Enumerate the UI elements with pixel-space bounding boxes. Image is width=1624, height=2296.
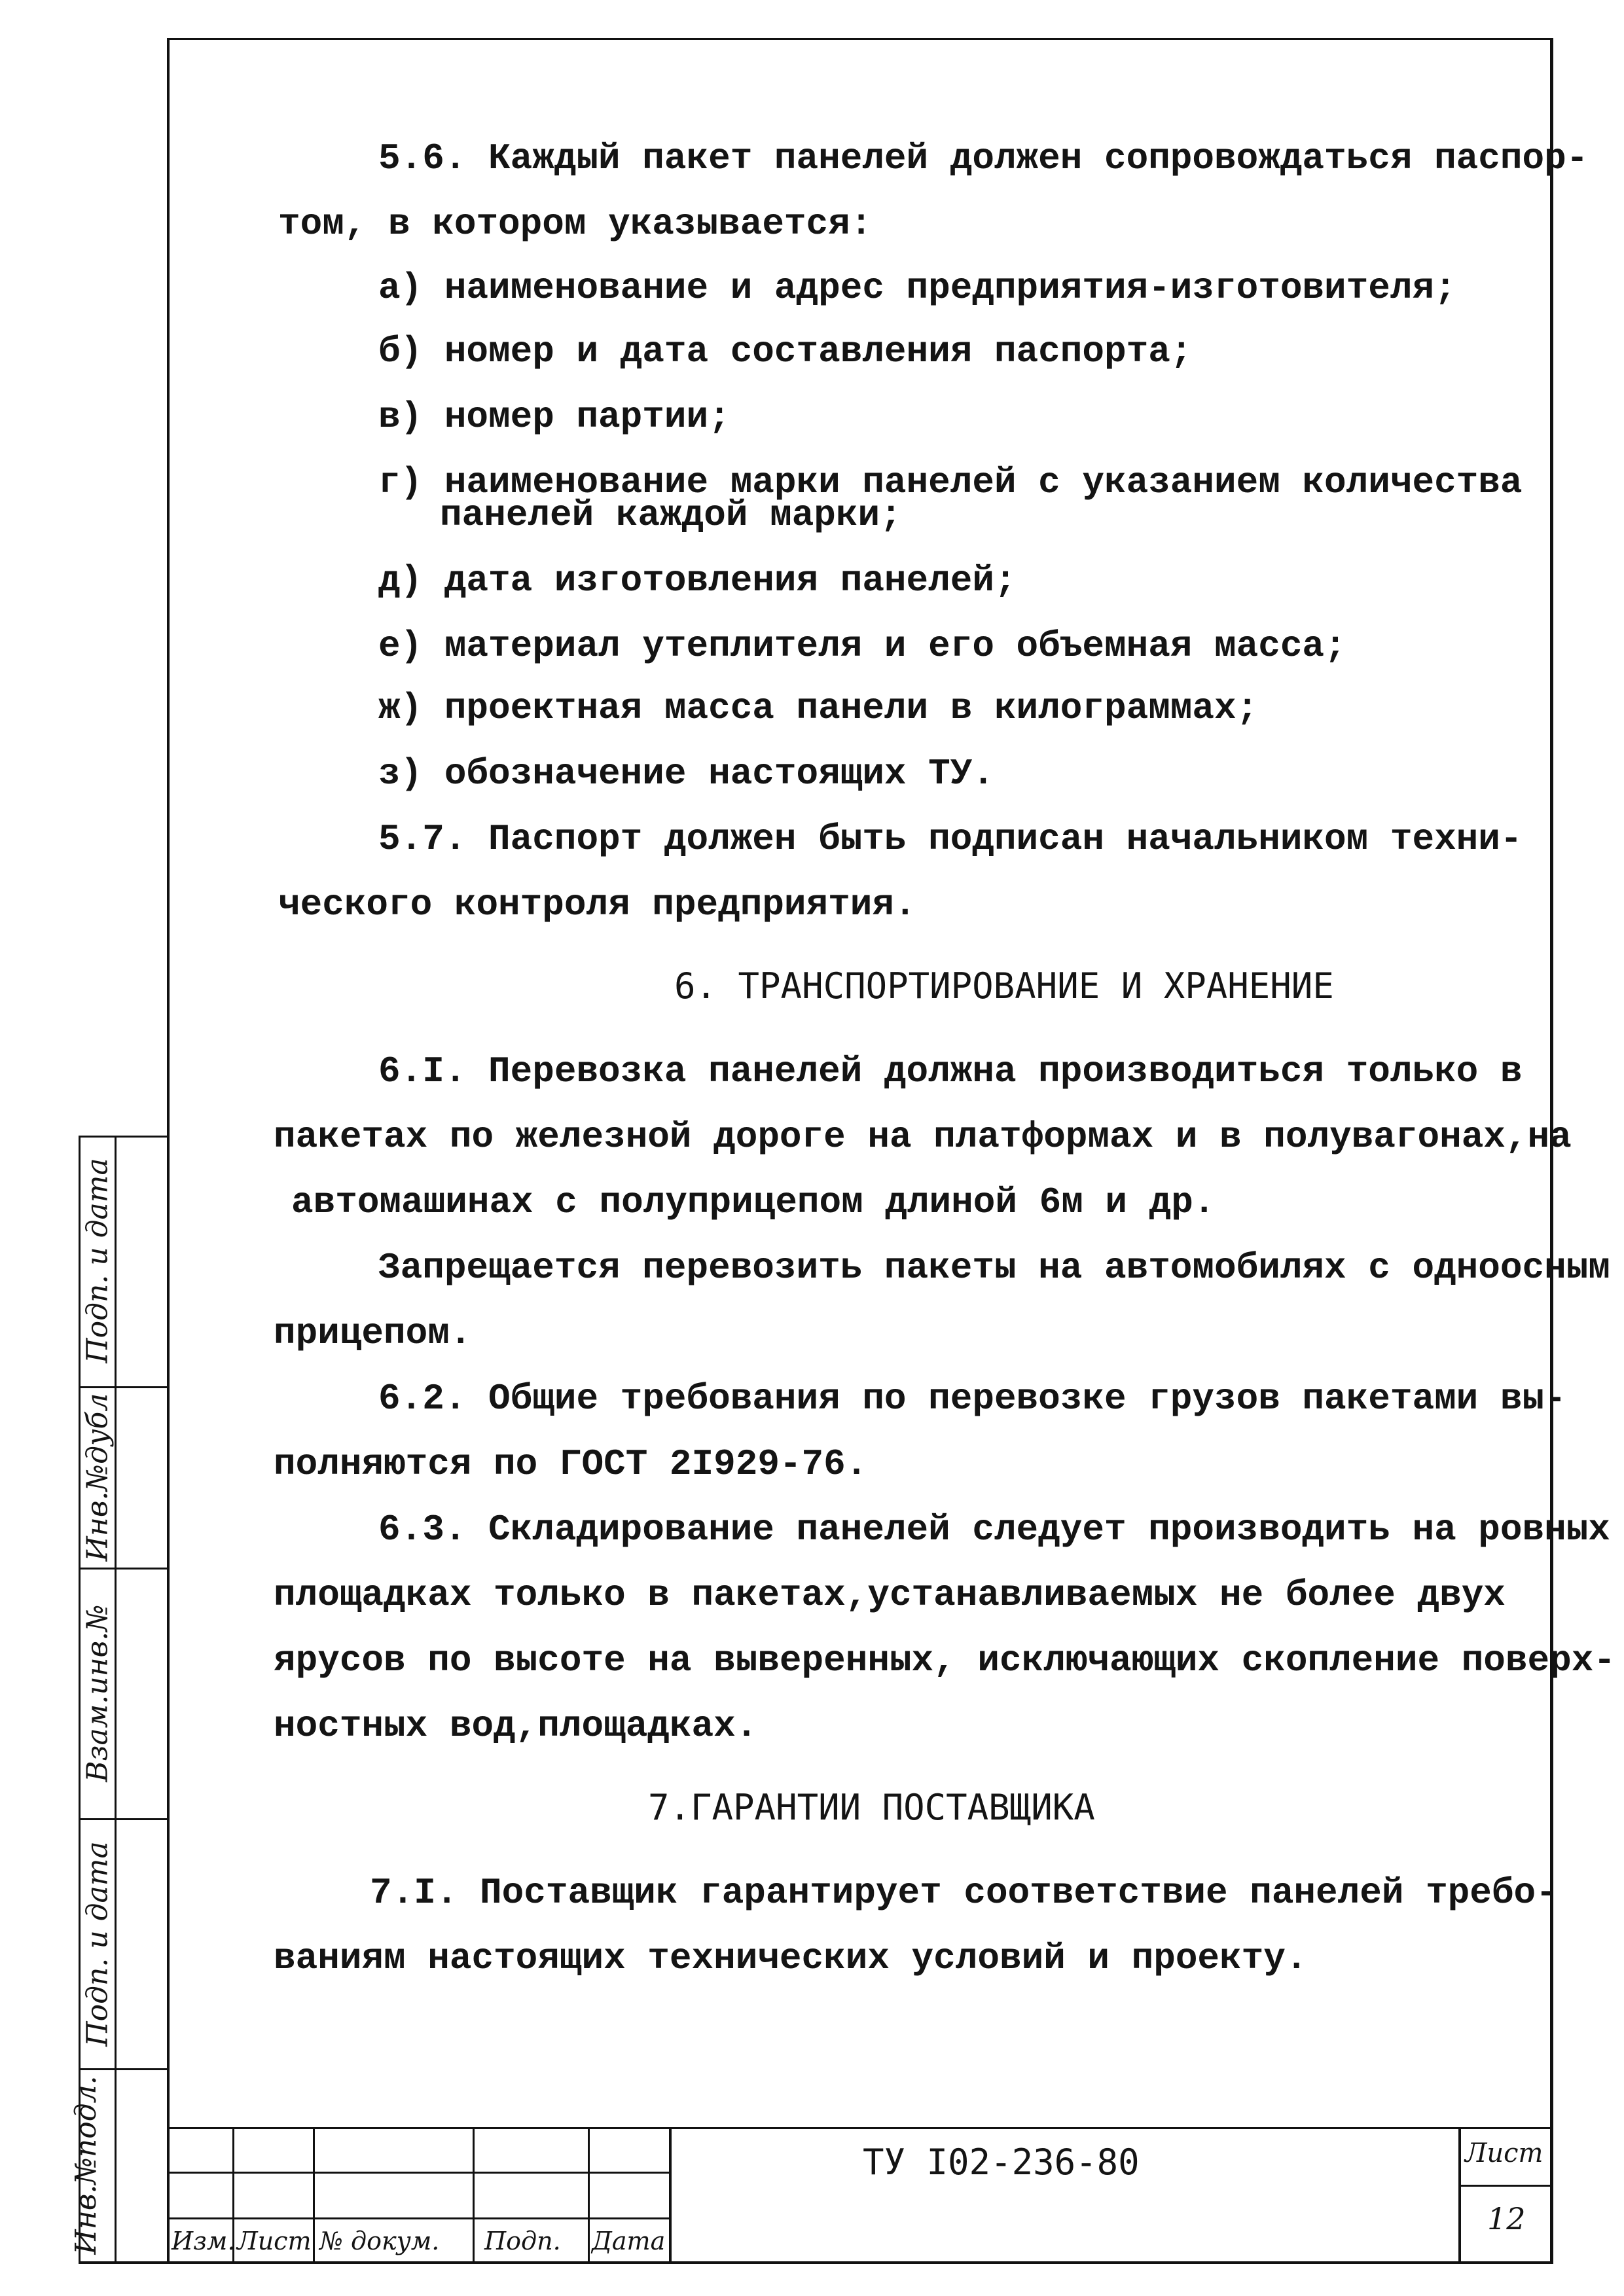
list-item: панелей каждой марки; [440,494,902,536]
title-block-col-doc: № докум. [319,2227,440,2255]
list-item: ж) проектная масса панели в килограммах; [378,687,1259,729]
clause-6-1-text: пакетах по железной дороге на платформах и в полувагонах,на [274,1116,1572,1158]
side-field-vzam-inv: Взам.инв.№ [81,1604,115,1782]
list-item: а) наименование и адрес предприятия-изготовителя; [378,267,1456,309]
clause-6-2-text: 6.2. Общие требования по перевозке грузов пакетами вы- [378,1378,1566,1420]
clause-6-3-text: площадках только в пакетах,устанавливаемых не более двух [274,1574,1506,1616]
list-item: б) номер и дата составления паспорта; [378,331,1193,372]
clause-6-1-text: автомашинах с полуприцепом длиной 6м и др. [291,1181,1216,1223]
list-item: г) наименование марки панелей с указанием количества [378,461,1523,503]
title-block-col-list: Лист [237,2227,312,2255]
title-block-row-line [167,2217,671,2219]
title-block-row-line [167,2172,671,2174]
frame-left-line [167,38,170,2263]
section-heading-6: 6. ТРАНСПОРТИРОВАНИЕ И ХРАНЕНИЕ [674,965,1334,1007]
list-item: з) обозначение настоящих ТУ. [378,753,994,795]
clause-7-1-text: ваниям настоящих технических условий и проекту. [274,1937,1308,1979]
clause-6-1-text: 6.I. Перевозка панелей должна производиться только в [378,1050,1523,1092]
list-item: е) материал утеплителя и его объемная масса; [378,625,1346,667]
title-block-col-podp: Подп. [484,2227,561,2255]
sheet-cell-row-line [1458,2185,1553,2187]
sheet-number: 12 [1487,2201,1526,2236]
clause-6-1-text: Запрещается перевозить пакеты на автомобилях с одноосным [378,1247,1610,1289]
title-block-col-line [669,2127,672,2263]
clause-6-2-text: полняются по ГОСТ 2I929-76. [274,1443,868,1485]
side-field-inv-podl: Инв.№подл. [69,2075,103,2255]
title-block-col-line [313,2127,315,2263]
clause-6-3-text: ностных вод,площадках. [274,1705,758,1747]
title-block-col-line [588,2127,590,2263]
sheet-cell-left-line [1458,2127,1461,2263]
sheet-label: Лист [1465,2138,1543,2168]
clause-6-1-text: прицепом. [274,1312,472,1354]
side-field-inv-dubl: Инв.№дубл [81,1393,115,1562]
clause-6-3-text: ярусов по высоте на выверенных, исключающих скопление поверх- [274,1640,1615,1681]
frame-top-line [167,38,1553,40]
clause-7-1-text: 7.I. Поставщик гарантирует соответствие панелей требо- [370,1872,1558,1914]
title-block-col-line [473,2127,475,2263]
clause-5-7-text: 5.7. Паспорт должен быть подписан начальником техни- [378,818,1523,860]
side-field-podp-i-data: Подп. и дата [81,1841,115,2047]
clause-6-3-text: 6.3. Складирование панелей следует производить на ровных [378,1509,1610,1551]
list-item: в) номер партии; [378,396,731,438]
title-block-top-line [167,2127,1553,2129]
side-field-podp-i-data: Подп. и дата [81,1158,115,1363]
title-block-col-izm: Изм. [171,2227,236,2255]
section-heading-7: 7.ГАРАНТИИ ПОСТАВЩИКА [648,1787,1095,1828]
list-item: д) дата изготовления панелей; [378,560,1017,601]
clause-5-7-text: ческого контроля предприятия. [278,884,916,925]
side-strip-inner-line [115,1136,117,2263]
frame-bottom-line [79,2261,1553,2264]
document-designation: ТУ I02-236-80 [863,2142,1140,2183]
clause-5-6-text: том, в котором указывается: [278,203,873,245]
clause-5-6-text: 5.6. Каждый пакет панелей должен сопровождаться паспор- [378,137,1589,179]
title-block-col-data: Дата [592,2227,666,2255]
